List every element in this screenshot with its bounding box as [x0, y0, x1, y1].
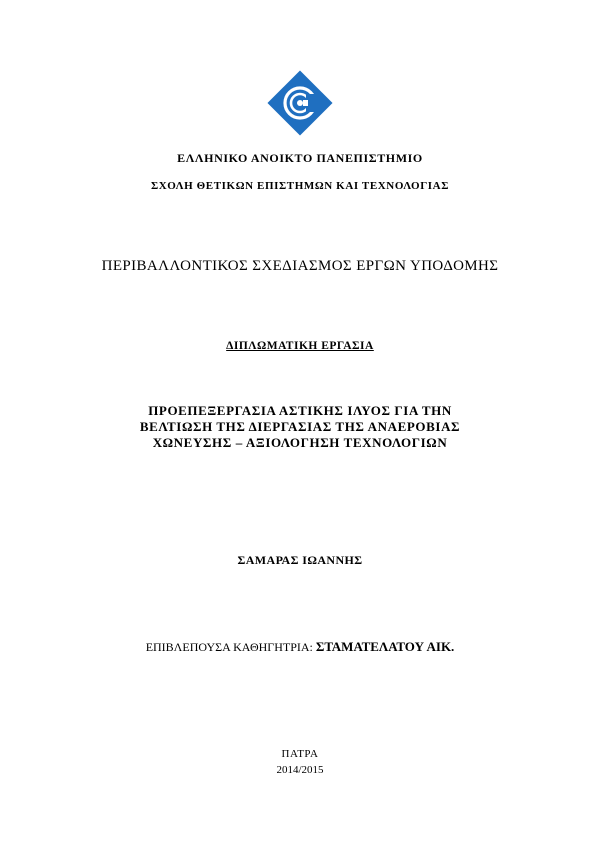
thesis-title-line: ΧΩΝΕΥΣΗΣ – ΑΞΙΟΛΟΓΗΣΗ ΤΕΧΝΟΛΟΓΙΩΝ — [152, 435, 448, 450]
university-name: ΕΛΛΗΝΙΚΟ ΑΝΟΙΚΤΟ ΠΑΝΕΠΙΣΤΗΜΙΟ — [177, 151, 423, 165]
university-logo-icon — [267, 70, 333, 136]
thesis-title-line: ΠΡΟΕΠΕΞΕΡΓΑΣΙΑ ΑΣΤΙΚΗΣ ΙΛΥΟΣ ΓΙΑ ΤΗΝ — [148, 403, 452, 418]
school-name: ΣΧΟΛΗ ΘΕΤΙΚΩΝ ΕΠΙΣΤΗΜΩΝ ΚΑΙ ΤΕΧΝΟΛΟΓΙΑΣ — [150, 180, 450, 192]
supervisor-name: ΣΤΑΜΑΤΕΛΑΤΟΥ ΑΙΚ. — [315, 639, 455, 654]
city: ΠΑΤΡΑ — [281, 748, 319, 760]
author-name: ΣΑΜΑΡΑΣ ΙΩΑΝΝΗΣ — [237, 553, 363, 567]
supervisor-line — [0, 639, 600, 655]
program-name: ΠΕΡΙΒΑΛΛΟΝΤΙΚΟΣ ΣΧΕΔΙΑΣΜΟΣ ΕΡΓΩΝ ΥΠΟΔΟΜΗΣ — [101, 258, 499, 274]
thesis-type: ΔΙΠΛΩΜΑΤΙΚΗ ΕΡΓΑΣΙΑ — [226, 340, 374, 352]
supervisor-label: ΕΠΙΒΛΕΠΟΥΣΑ ΚΑΘΗΓΗΤΡΙΑ: — [145, 640, 316, 654]
academic-year: 2014/2015 — [276, 764, 324, 776]
thesis-title-line: ΒΕΛΤΙΩΣΗ ΤΗΣ ΔΙΕΡΓΑΣΙΑΣ ΤΗΣ ΑΝΑΕΡΟΒΙΑΣ — [139, 419, 461, 434]
